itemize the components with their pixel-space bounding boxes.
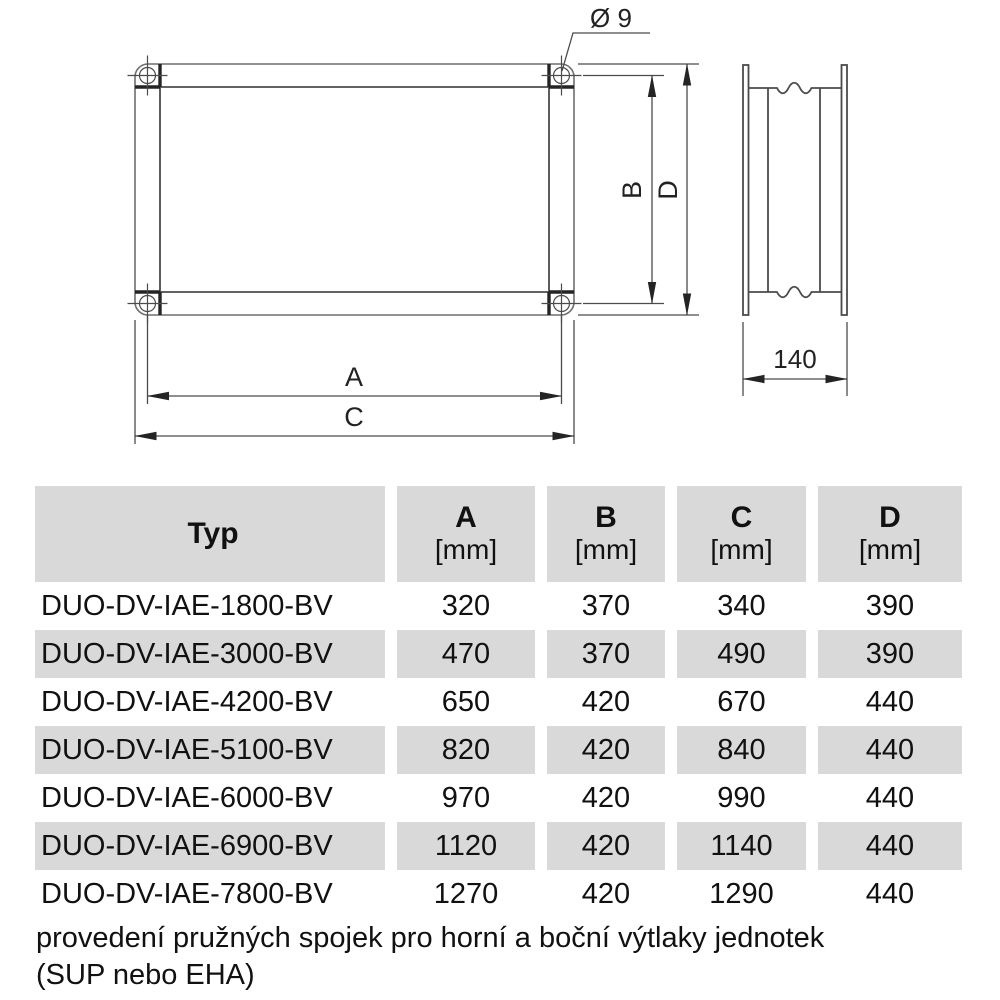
dim-label-d: D xyxy=(653,180,683,200)
front-view xyxy=(128,56,582,324)
hole-diameter-label: Ø 9 xyxy=(590,3,632,33)
technical-drawing xyxy=(0,0,1000,470)
header-typ-label: Typ xyxy=(187,517,239,550)
dim-label-b: B xyxy=(617,180,647,200)
fabric-bottom-line xyxy=(749,287,842,298)
caption-line-1: provedení pružných spojek pro horní a boční výtlaky jednotek xyxy=(36,922,825,954)
table-row: DUO-DV-IAE-5100-BV 820 420 840 440 xyxy=(35,726,962,774)
flange-outer-frame xyxy=(135,64,574,315)
dim-label-140: 140 xyxy=(773,344,817,374)
side-flange-left xyxy=(743,65,749,315)
caption-line-2: (SUP nebo EHA) xyxy=(36,959,255,991)
fabric-top-line xyxy=(749,83,842,94)
caption xyxy=(36,920,971,994)
leader-hole-diameter xyxy=(562,33,650,71)
header-a: A [mm] xyxy=(397,486,535,582)
table-row: DUO-DV-IAE-7800-BV 1270 420 1290 440 xyxy=(41,877,915,910)
table-row: DUO-DV-IAE-6000-BV 970 420 990 440 xyxy=(41,781,915,814)
header-b: B [mm] xyxy=(547,486,665,582)
table-row: DUO-DV-IAE-3000-BV 470 370 490 390 xyxy=(35,630,962,678)
dim-label-c: C xyxy=(344,402,364,432)
table-row: DUO-DV-IAE-6900-BV 1120 420 1140 440 xyxy=(35,822,962,870)
dim-label-a: A xyxy=(344,362,364,392)
table-row: DUO-DV-IAE-4200-BV 650 420 670 440 xyxy=(41,685,915,718)
header-typ xyxy=(35,486,385,582)
side-flange-right xyxy=(842,65,848,315)
dimensions-table xyxy=(35,486,962,918)
table-row: DUO-DV-IAE-1800-BV 320 370 340 390 xyxy=(41,589,915,622)
header-c: C [mm] xyxy=(677,486,806,582)
table-header-row xyxy=(35,486,962,582)
side-view xyxy=(743,65,847,315)
header-d: D [mm] xyxy=(818,486,962,582)
